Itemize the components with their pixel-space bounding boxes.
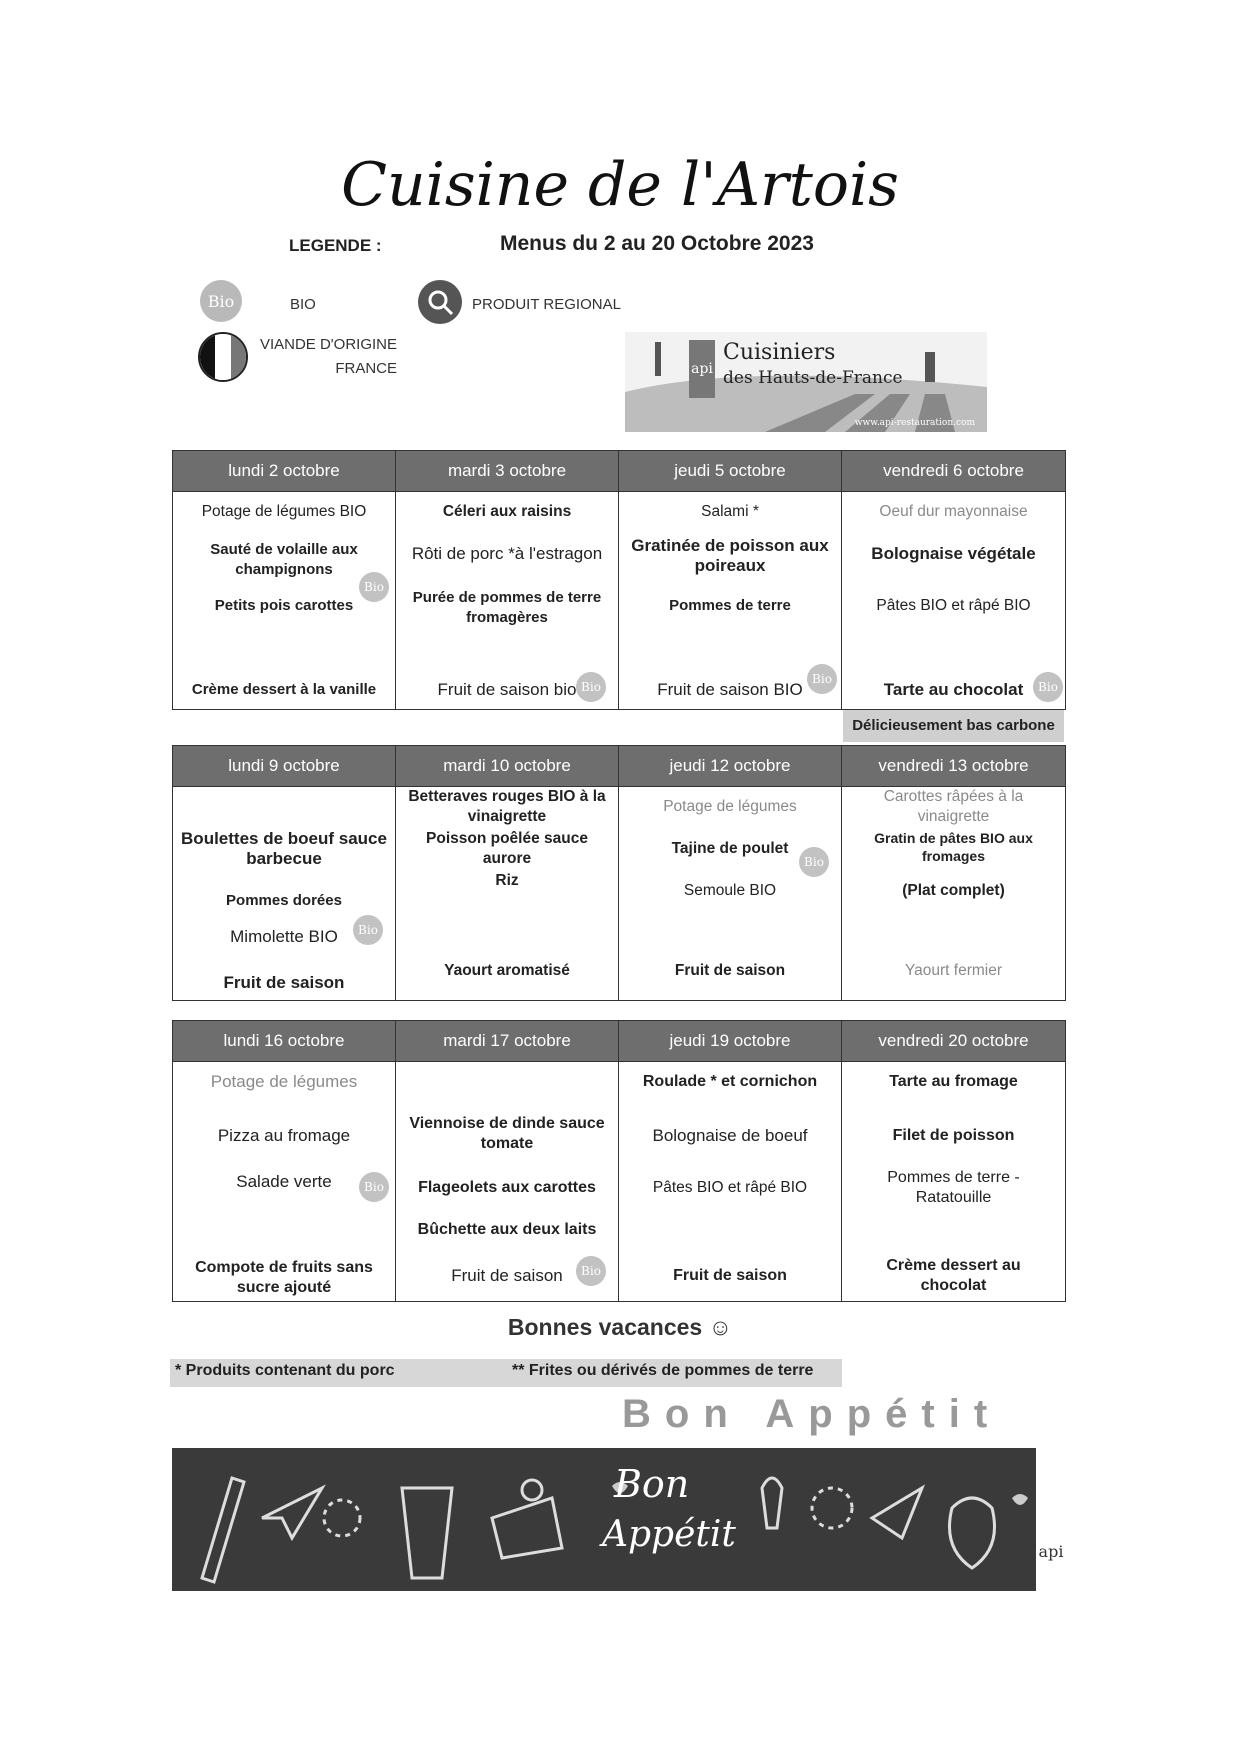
week-2-table [172, 745, 1066, 1001]
menu-item: Tarte au chocolat [883, 680, 1024, 699]
menu-item: Fruit de saison BIO [657, 680, 803, 699]
footnote-porc: * Produits contenant du porc [175, 1362, 395, 1379]
bio-icon: Bio [359, 1172, 389, 1202]
menu-item: Salami * [701, 503, 759, 520]
logo-line1: Cuisiniers [723, 340, 836, 365]
day-header: mardi 3 octobre [396, 451, 618, 492]
menu-item: Fruit de saison [674, 962, 786, 979]
bon-appetit-banner [172, 1448, 1066, 1591]
legend-viande-line1: VIANDE D'ORIGINE [259, 336, 397, 353]
day-column [619, 451, 842, 709]
menu-item: Fruit de saison [451, 1266, 563, 1285]
menu-period: Menus du 2 au 20 Octobre 2023 [500, 232, 814, 255]
day-column [396, 451, 619, 709]
week-3-table [172, 1020, 1066, 1302]
day-column [173, 451, 396, 709]
menu-item: Flageolets aux carottes [418, 1179, 596, 1196]
menu-item: Pommes de terre - Ratatouille [887, 1169, 1020, 1206]
page-title: Cuisine de l'Artois [341, 150, 899, 220]
day-column [842, 1021, 1065, 1301]
day-column [619, 1021, 842, 1301]
day-column [842, 451, 1065, 709]
france-flag-icon [198, 332, 248, 382]
menu-item: Pommes de terre [669, 597, 791, 614]
legend-regional-text: PRODUIT REGIONAL [472, 296, 621, 313]
legend-viande-line2: FRANCE [335, 360, 397, 377]
menu-item: Semoule BIO [683, 882, 777, 899]
bio-icon: Bio [1033, 672, 1063, 702]
menu-item: Gratinée de poisson aux poireaux [631, 536, 829, 575]
legend-label: LEGENDE : [289, 236, 382, 255]
menu-item: Boulettes de boeuf sauce barbecue [181, 829, 387, 868]
menu-item: Rôti de porc *à l'estragon [411, 544, 603, 563]
menu-item: Betteraves rouges BIO à la vinaigrette [408, 788, 606, 825]
menu-item: Yaourt fermier [904, 962, 1003, 979]
menu-item: (Plat complet) [902, 882, 1005, 899]
day-header: jeudi 19 octobre [619, 1021, 841, 1062]
menu-item: Crème dessert à la vanille [191, 681, 377, 698]
day-header: mardi 17 octobre [396, 1021, 618, 1062]
day-header: lundi 2 octobre [173, 451, 395, 492]
menu-item: Pizza au fromage [217, 1126, 351, 1145]
menu-item: Fruit de saison bio [437, 680, 577, 699]
day-column [396, 1021, 619, 1301]
menu-item: Roulade * et cornichon [642, 1073, 818, 1090]
menu-item: Bolognaise végétale [871, 544, 1036, 563]
day-header: jeudi 5 octobre [619, 451, 841, 492]
menu-item: Filet de poisson [892, 1127, 1015, 1144]
bio-icon: Bio [200, 280, 242, 322]
menu-item: Tarte au fromage [889, 1073, 1018, 1090]
menu-item: Fruit de saison [223, 973, 345, 992]
bio-icon: Bio [359, 572, 389, 602]
api-logo-badge: api [689, 340, 715, 398]
menu-item: Pommes dorées [226, 892, 342, 909]
banner-line2: Appétit [602, 1514, 736, 1555]
menu-item: Bolognaise de boeuf [652, 1126, 808, 1145]
menu-item: Potage de légumes BIO [201, 503, 367, 520]
menu-item: Pâtes BIO et râpé BIO [652, 1179, 808, 1196]
menu-item: Salade verte [236, 1172, 332, 1191]
day-header: mardi 10 octobre [396, 746, 618, 787]
menu-item: Fruit de saison [673, 1267, 787, 1284]
day-header: lundi 9 octobre [173, 746, 395, 787]
legend-bio-text: BIO [290, 296, 316, 313]
logo-line2: des Hauts-de-France [723, 368, 903, 388]
menu-item: Crème dessert au chocolat [886, 1257, 1021, 1294]
low-carbon-note: Délicieusement bas carbone [843, 710, 1064, 742]
menu-item: Pâtes BIO et râpé BIO [876, 597, 1031, 614]
cuisiniers-logo [625, 332, 987, 432]
day-header: vendredi 6 octobre [842, 451, 1065, 492]
vacances-message: Bonnes vacances ☺ [507, 1314, 733, 1340]
day-column [842, 746, 1065, 1000]
menu-item: Gratin de pâtes BIO aux fromages [874, 830, 1033, 864]
bio-icon: Bio [807, 664, 837, 694]
menu-item: Riz [495, 872, 519, 889]
day-header: lundi 16 octobre [173, 1021, 395, 1062]
menu-item: Oeuf dur mayonnaise [879, 503, 1028, 520]
api-badge: api [1036, 1448, 1066, 1591]
menu-item: Poisson poêlée sauce aurore [426, 830, 588, 867]
day-header: vendredi 20 octobre [842, 1021, 1065, 1062]
menu-item: Carottes râpées à la vinaigrette [883, 788, 1024, 825]
day-column [173, 1021, 396, 1301]
menu-item: Bûchette aux deux laits [417, 1221, 597, 1238]
menu-item: Purée de pommes de terre fromagères [412, 589, 602, 626]
menu-item: Mimolette BIO [230, 927, 338, 946]
week-1-table [172, 450, 1066, 710]
menu-item: Tajine de poulet [671, 840, 789, 857]
banner-line1: Bon [614, 1462, 690, 1506]
menu-item: Petits pois carottes [214, 597, 354, 614]
bio-icon: Bio [576, 672, 606, 702]
bio-icon: Bio [576, 1256, 606, 1286]
day-header: vendredi 13 octobre [842, 746, 1065, 787]
menu-item: Potage de légumes [663, 798, 797, 815]
bio-icon: Bio [799, 847, 829, 877]
bon-appetit-heading: Bon Appétit [622, 1392, 1002, 1436]
regional-product-icon [418, 280, 462, 324]
day-column [619, 746, 842, 1000]
menu-item: Compote de fruits sans sucre ajouté [195, 1259, 373, 1296]
bio-icon: Bio [353, 915, 383, 945]
menu-item: Yaourt aromatisé [444, 962, 570, 979]
day-column [396, 746, 619, 1000]
day-column [173, 746, 396, 1000]
day-header: jeudi 12 octobre [619, 746, 841, 787]
footnote-frites: ** Frites ou dérivés de pommes de terre [512, 1362, 814, 1379]
menu-item: Céleri aux raisins [442, 503, 572, 520]
menu-item: Potage de légumes [210, 1072, 358, 1091]
menu-item: Viennoise de dinde sauce tomate [409, 1115, 605, 1152]
logo-url: www.api-restauration.com [854, 418, 975, 428]
menu-item: Sauté de volaille aux champignons [210, 541, 358, 578]
